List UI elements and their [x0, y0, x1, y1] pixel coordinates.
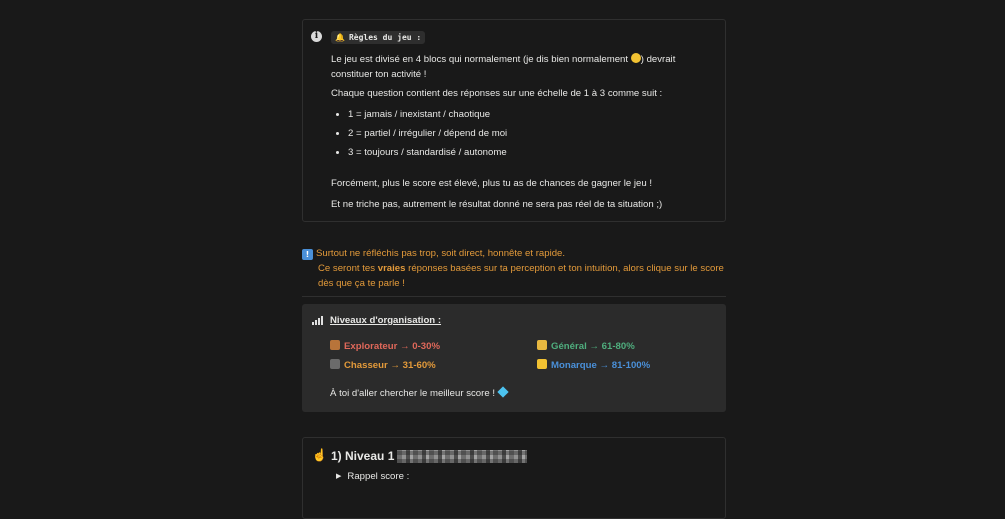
diamond-icon: [497, 386, 508, 397]
scale-list: [331, 105, 711, 162]
levels-footer-text: À toi d'aller chercher le meilleur score !: [330, 388, 495, 399]
level-explorateur: [330, 340, 440, 354]
signal-bars-icon: [312, 316, 323, 325]
level-label: Monarque → 81-100%: [551, 360, 651, 371]
rules-heading-text: Règles du jeu :: [348, 33, 422, 42]
rules-cheat-note: Et ne triche pas, autrement le résultat donné ne sera pas réel de ta situation ;): [331, 199, 663, 210]
divider: [302, 296, 726, 297]
rules-scale-intro: Chaque question contient des réponses sur une échelle de 1 à 3 comme suit :: [331, 88, 663, 99]
niveau1-card: [302, 437, 726, 519]
bell-icon: 🔔: [335, 33, 345, 42]
exclamation-icon: !: [302, 249, 313, 260]
rules-intro-before: Le jeu est divisé en 4 blocs qui normalement (je dis bien normalement: [331, 54, 631, 65]
toggle-label: Rappel score :: [347, 471, 410, 482]
level-general: [537, 340, 635, 354]
levels-title: Niveaux d'organisation :: [330, 315, 442, 326]
rules-intro: [331, 52, 711, 82]
niveau1-title: 1) Niveau 1: [331, 449, 395, 463]
advice-text: [302, 246, 726, 291]
scale-item: • 3 = toujours / standardisé / autonome: [348, 143, 711, 162]
scale-item: • 2 = partiel / irrégulier / dépend de moi: [348, 124, 711, 143]
trophy-icon: [537, 340, 547, 350]
scale-item: • 1 = jamais / inexistant / chaotique: [348, 105, 711, 124]
info-icon: i: [311, 31, 322, 42]
hand-icon: ☝: [312, 448, 327, 462]
advice-line2-after: réponses basées sur ta perception et ton intuition, alors clique sur le score dès que ça te parle !: [318, 263, 724, 289]
rules-heading: [331, 31, 425, 44]
level-label: Chasseur → 31-60%: [344, 360, 436, 371]
explorer-icon: [330, 340, 340, 350]
level-chasseur: [330, 359, 436, 373]
advice-line2: [302, 261, 726, 291]
advice-line1: Surtout ne réfléchis pas trop, soit direct, honnête et rapide.: [316, 248, 566, 259]
level-monarque: [537, 359, 650, 373]
hunter-icon: [330, 359, 340, 369]
rules-callout: [302, 19, 726, 222]
levels-callout: [302, 304, 726, 412]
advice-line2-before: Ce seront tes: [318, 263, 378, 274]
blurred-text-overlay: [397, 450, 527, 463]
level-label: Explorateur → 0-30%: [344, 341, 440, 352]
wink-emoji-icon: [631, 53, 641, 63]
rules-score-note: Forcément, plus le score est élevé, plus tu as de chances de gagner le jeu !: [331, 178, 653, 189]
crown-face-icon: [537, 359, 547, 369]
rappel-score-toggle[interactable]: [336, 470, 409, 484]
advice-strong: vraies: [377, 263, 406, 274]
level-label: Général → 61-80%: [551, 341, 635, 352]
levels-footer: [330, 387, 507, 401]
rules-intro-after: ) devrait constituer ton activité !: [331, 54, 676, 80]
triangle-right-icon[interactable]: ▶: [336, 473, 342, 480]
rules-body: [331, 52, 711, 212]
